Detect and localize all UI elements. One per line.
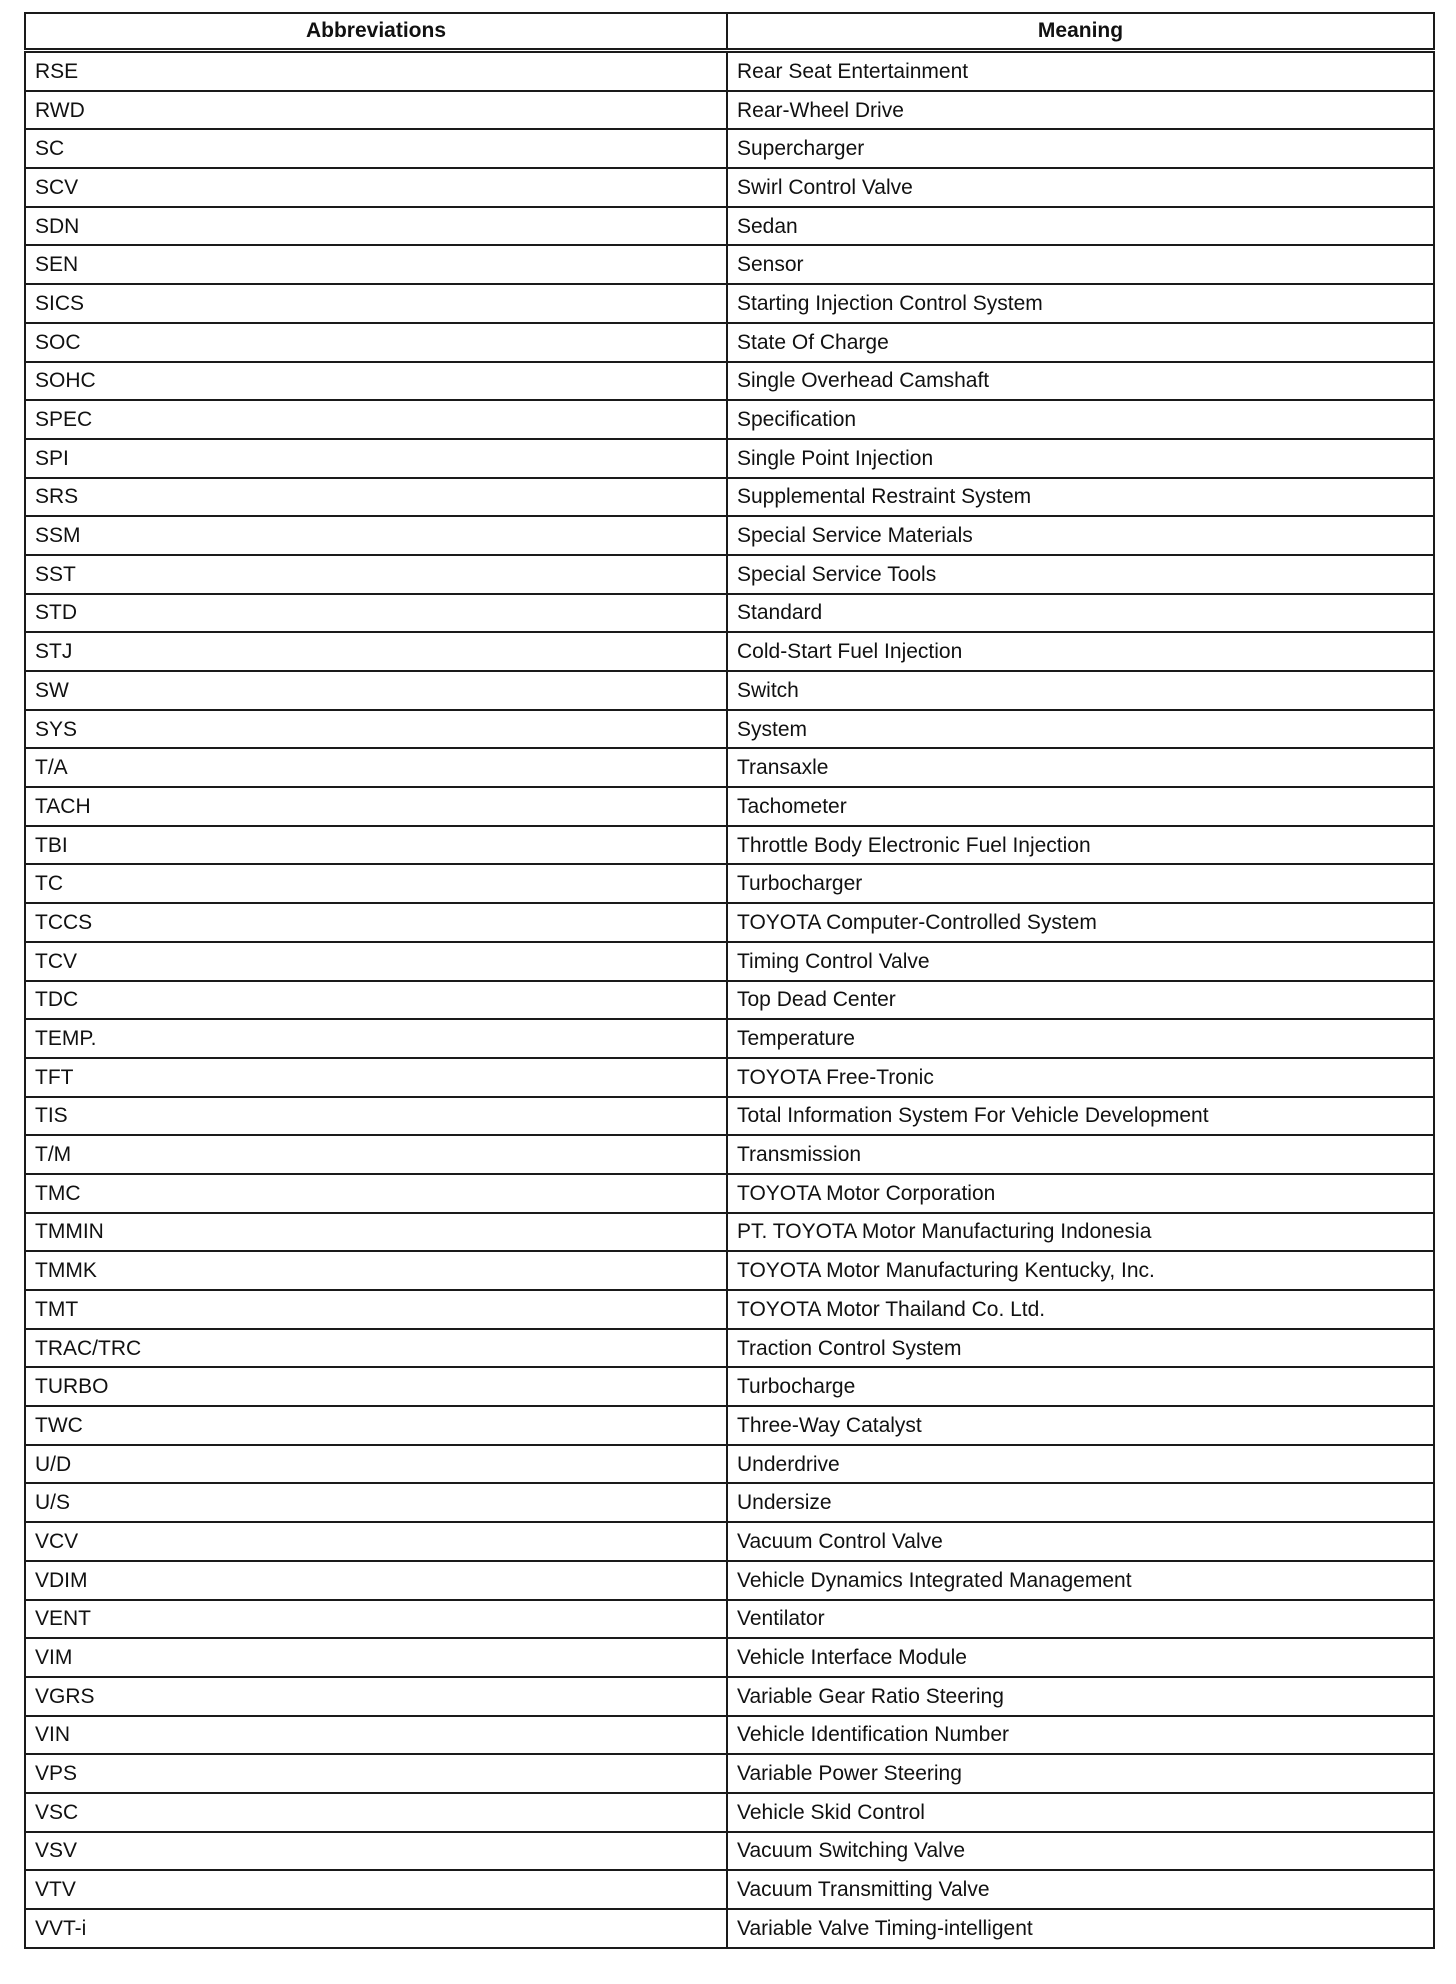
table-row: [25, 864, 1434, 903]
table-row: [25, 1909, 1434, 1948]
meaning-cell: Rear Seat Entertainment: [727, 51, 1434, 91]
column-header-abbreviations: Abbreviations: [25, 13, 727, 51]
abbreviation-cell: TURBO: [25, 1367, 727, 1406]
abbreviation-cell: TFT: [25, 1058, 727, 1097]
meaning-cell: Total Information System For Vehicle Development: [727, 1097, 1434, 1136]
table-row: [25, 284, 1434, 323]
table-row: [25, 981, 1434, 1020]
meaning-cell: TOYOTA Motor Corporation: [727, 1174, 1434, 1213]
abbreviation-cell: VDIM: [25, 1561, 727, 1600]
meaning-cell: Vacuum Transmitting Valve: [727, 1870, 1434, 1909]
table-row: [25, 1677, 1434, 1716]
abbreviations-table: [24, 12, 1435, 1949]
abbreviation-cell: SPEC: [25, 400, 727, 439]
meaning-cell: PT. TOYOTA Motor Manufacturing Indonesia: [727, 1213, 1434, 1252]
meaning-cell: Rear-Wheel Drive: [727, 91, 1434, 130]
abbreviation-cell: U/S: [25, 1483, 727, 1522]
abbreviation-cell: TDC: [25, 981, 727, 1020]
abbreviation-cell: STJ: [25, 632, 727, 671]
meaning-cell: Vacuum Control Valve: [727, 1522, 1434, 1561]
abbreviation-cell: TWC: [25, 1406, 727, 1445]
meaning-cell: Three-Way Catalyst: [727, 1406, 1434, 1445]
meaning-cell: Ventilator: [727, 1600, 1434, 1639]
abbreviation-cell: VGRS: [25, 1677, 727, 1716]
table-row: [25, 1870, 1434, 1909]
table-row: [25, 1600, 1434, 1639]
table-row: [25, 1251, 1434, 1290]
table-row: [25, 787, 1434, 826]
abbreviation-cell: TC: [25, 864, 727, 903]
abbreviation-cell: SRS: [25, 478, 727, 517]
table-row: [25, 1832, 1434, 1871]
table-row: [25, 555, 1434, 594]
abbreviation-cell: SDN: [25, 207, 727, 246]
meaning-cell: Vehicle Skid Control: [727, 1793, 1434, 1832]
table-row: [25, 478, 1434, 517]
table-row: [25, 1174, 1434, 1213]
abbreviations-table-container: [24, 12, 1433, 1949]
abbreviation-cell: VENT: [25, 1600, 727, 1639]
meaning-cell: Swirl Control Valve: [727, 168, 1434, 207]
abbreviation-cell: TEMP.: [25, 1019, 727, 1058]
meaning-cell: Sedan: [727, 207, 1434, 246]
table-row: [25, 1406, 1434, 1445]
table-row: [25, 439, 1434, 478]
abbreviation-cell: TMC: [25, 1174, 727, 1213]
table-header-row: [25, 13, 1434, 51]
table-row: [25, 594, 1434, 633]
meaning-cell: Throttle Body Electronic Fuel Injection: [727, 826, 1434, 865]
meaning-cell: Sensor: [727, 245, 1434, 284]
abbreviation-cell: TCV: [25, 942, 727, 981]
table-row: [25, 51, 1434, 91]
meaning-cell: Vacuum Switching Valve: [727, 1832, 1434, 1871]
meaning-cell: Special Service Tools: [727, 555, 1434, 594]
meaning-cell: TOYOTA Motor Manufacturing Kentucky, Inc.: [727, 1251, 1434, 1290]
table-row: [25, 168, 1434, 207]
abbreviation-cell: VIM: [25, 1638, 727, 1677]
table-row: [25, 207, 1434, 246]
meaning-cell: Vehicle Dynamics Integrated Management: [727, 1561, 1434, 1600]
meaning-cell: TOYOTA Motor Thailand Co. Ltd.: [727, 1290, 1434, 1329]
table-row: [25, 1367, 1434, 1406]
abbreviation-cell: VPS: [25, 1754, 727, 1793]
abbreviation-cell: SYS: [25, 710, 727, 749]
meaning-cell: Undersize: [727, 1483, 1434, 1522]
table-row: [25, 1561, 1434, 1600]
meaning-cell: Underdrive: [727, 1445, 1434, 1484]
table-row: [25, 1329, 1434, 1368]
abbreviation-cell: VCV: [25, 1522, 727, 1561]
abbreviation-cell: T/A: [25, 748, 727, 787]
meaning-cell: Variable Power Steering: [727, 1754, 1434, 1793]
table-row: [25, 632, 1434, 671]
abbreviation-cell: VVT-i: [25, 1909, 727, 1948]
meaning-cell: Turbocharge: [727, 1367, 1434, 1406]
meaning-cell: Vehicle Interface Module: [727, 1638, 1434, 1677]
table-row: [25, 942, 1434, 981]
abbreviation-cell: SPI: [25, 439, 727, 478]
table-row: [25, 903, 1434, 942]
abbreviation-cell: SEN: [25, 245, 727, 284]
abbreviation-cell: TACH: [25, 787, 727, 826]
meaning-cell: Tachometer: [727, 787, 1434, 826]
table-row: [25, 400, 1434, 439]
table-row: [25, 748, 1434, 787]
meaning-cell: Standard: [727, 594, 1434, 633]
table-row: [25, 1058, 1434, 1097]
abbreviation-cell: TMT: [25, 1290, 727, 1329]
meaning-cell: Temperature: [727, 1019, 1434, 1058]
abbreviation-cell: VIN: [25, 1716, 727, 1755]
meaning-cell: Turbocharger: [727, 864, 1434, 903]
table-row: [25, 516, 1434, 555]
abbreviation-cell: TCCS: [25, 903, 727, 942]
table-row: [25, 91, 1434, 130]
meaning-cell: TOYOTA Free-Tronic: [727, 1058, 1434, 1097]
table-row: [25, 323, 1434, 362]
table-row: [25, 245, 1434, 284]
table-row: [25, 1445, 1434, 1484]
abbreviation-cell: VSC: [25, 1793, 727, 1832]
table-row: [25, 1097, 1434, 1136]
table-row: [25, 1135, 1434, 1174]
column-header-meaning: Meaning: [727, 13, 1434, 51]
meaning-cell: State Of Charge: [727, 323, 1434, 362]
meaning-cell: Single Overhead Camshaft: [727, 362, 1434, 401]
abbreviation-cell: STD: [25, 594, 727, 633]
abbreviation-cell: RSE: [25, 51, 727, 91]
abbreviation-cell: TIS: [25, 1097, 727, 1136]
table-row: [25, 1483, 1434, 1522]
meaning-cell: Cold-Start Fuel Injection: [727, 632, 1434, 671]
table-row: [25, 1716, 1434, 1755]
abbreviation-cell: SW: [25, 671, 727, 710]
meaning-cell: Single Point Injection: [727, 439, 1434, 478]
meaning-cell: Switch: [727, 671, 1434, 710]
abbreviation-cell: U/D: [25, 1445, 727, 1484]
meaning-cell: Supercharger: [727, 129, 1434, 168]
meaning-cell: Timing Control Valve: [727, 942, 1434, 981]
abbreviation-cell: SICS: [25, 284, 727, 323]
table-row: [25, 1213, 1434, 1252]
meaning-cell: Specification: [727, 400, 1434, 439]
table-row: [25, 362, 1434, 401]
abbreviation-cell: SCV: [25, 168, 727, 207]
table-row: [25, 1290, 1434, 1329]
meaning-cell: Starting Injection Control System: [727, 284, 1434, 323]
table-row: [25, 1019, 1434, 1058]
meaning-cell: TOYOTA Computer-Controlled System: [727, 903, 1434, 942]
abbreviation-cell: RWD: [25, 91, 727, 130]
abbreviation-cell: SOHC: [25, 362, 727, 401]
meaning-cell: Transaxle: [727, 748, 1434, 787]
table-row: [25, 1754, 1434, 1793]
table-row: [25, 1522, 1434, 1561]
abbreviation-cell: VSV: [25, 1832, 727, 1871]
abbreviation-cell: SSM: [25, 516, 727, 555]
meaning-cell: Transmission: [727, 1135, 1434, 1174]
abbreviation-cell: SST: [25, 555, 727, 594]
meaning-cell: Variable Gear Ratio Steering: [727, 1677, 1434, 1716]
abbreviation-cell: TMMK: [25, 1251, 727, 1290]
table-body: [25, 51, 1434, 1948]
abbreviation-cell: TBI: [25, 826, 727, 865]
abbreviation-cell: TRAC/TRC: [25, 1329, 727, 1368]
abbreviation-cell: VTV: [25, 1870, 727, 1909]
table-row: [25, 1793, 1434, 1832]
table-row: [25, 671, 1434, 710]
table-row: [25, 826, 1434, 865]
meaning-cell: Supplemental Restraint System: [727, 478, 1434, 517]
meaning-cell: Traction Control System: [727, 1329, 1434, 1368]
table-row: [25, 1638, 1434, 1677]
abbreviation-cell: TMMIN: [25, 1213, 727, 1252]
abbreviation-cell: SOC: [25, 323, 727, 362]
abbreviation-cell: SC: [25, 129, 727, 168]
meaning-cell: Special Service Materials: [727, 516, 1434, 555]
meaning-cell: System: [727, 710, 1434, 749]
meaning-cell: Vehicle Identification Number: [727, 1716, 1434, 1755]
table-row: [25, 129, 1434, 168]
meaning-cell: Top Dead Center: [727, 981, 1434, 1020]
meaning-cell: Variable Valve Timing-intelligent: [727, 1909, 1434, 1948]
table-row: [25, 710, 1434, 749]
abbreviation-cell: T/M: [25, 1135, 727, 1174]
